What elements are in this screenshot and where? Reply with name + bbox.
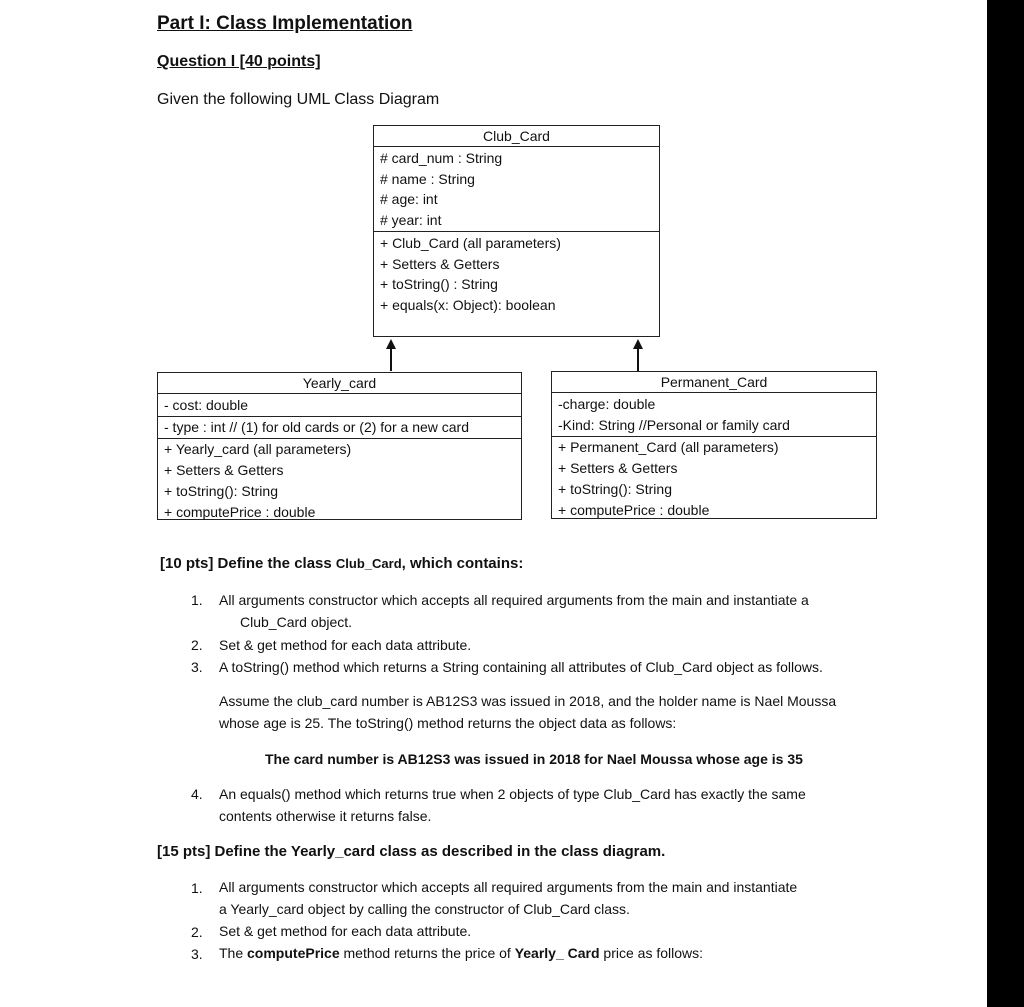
section-heading-club-card (160, 555, 523, 572)
uml-attributes (158, 394, 521, 439)
section-points: [10 pts] (160, 555, 214, 572)
uml-method: + toString() : String (380, 276, 498, 292)
list-number: 1. (191, 880, 203, 896)
tostring-example: The card number is AB12S3 was issued in 2018 for Nael Moussa whose age is 35 (265, 751, 803, 767)
list-item-text: The (219, 945, 248, 961)
uml-attributes (374, 147, 659, 232)
list-item-bold: computePrice (247, 945, 340, 961)
list-item-text: method returns the price of (339, 945, 515, 961)
uml-method: + Club_Card (all parameters) (380, 235, 561, 251)
section-heading-class: Club_Card (335, 556, 402, 571)
uml-class-name: Yearly_card (158, 373, 521, 394)
uml-methods (158, 439, 521, 524)
assumption-paragraph (219, 690, 836, 734)
list-number: 4. (191, 786, 203, 802)
section-heading-yearly-card: [15 pts] Define the Yearly_card class as described in the class diagram. (157, 843, 666, 860)
list-item-text: contents otherwise it returns false. (219, 808, 432, 824)
uml-class-yearly-card (157, 372, 522, 520)
uml-class-permanent-card (551, 371, 877, 519)
uml-attribute: # card_num : String (380, 150, 503, 166)
uml-method: + Yearly_card (all parameters) (164, 441, 352, 457)
list-item-text: Set & get method for each data attribute. (219, 923, 472, 939)
uml-method: + Permanent_Card (all parameters) (558, 439, 779, 455)
list-number: 3. (191, 659, 203, 675)
uml-attribute: # age: int (380, 191, 438, 207)
uml-method: + toString(): String (164, 483, 278, 499)
list-item (219, 942, 703, 964)
list-item-text: A toString() method which returns a String containing all attributes of Club_Card object as follows. (219, 659, 823, 675)
list-number: 2. (191, 924, 203, 940)
list-number: 2. (191, 637, 203, 653)
uml-method: + computePrice : double (164, 504, 316, 520)
uml-class-club-card (373, 125, 660, 337)
uml-attribute: -Kind: String //Personal or family card (558, 417, 790, 433)
uml-attribute: - type : int // (1) for old cards or (2) for a new card (158, 416, 521, 438)
list-number: 3. (191, 946, 203, 962)
paragraph-line: whose age is 25. The toString() method returns the object data as follows: (219, 715, 677, 731)
uml-attributes (552, 393, 876, 437)
uml-methods (552, 437, 876, 522)
list-item (219, 876, 797, 920)
arrow-permanent-to-club (633, 339, 643, 371)
list-item (219, 783, 806, 827)
uml-attribute: # name : String (380, 170, 475, 187)
uml-attribute: - cost: double (164, 397, 249, 413)
uml-class-name: Permanent_Card (552, 372, 876, 393)
list-item-text: All arguments constructor which accepts all required arguments from the main and instantiate a (219, 592, 809, 608)
list-item-text: An equals() method which returns true when 2 objects of type Club_Card has exactly the same (219, 786, 806, 802)
uml-attribute: # year: int (380, 211, 442, 228)
list-number: 1. (191, 592, 203, 608)
list-item-text: Club_Card object. (240, 614, 353, 630)
section-heading-text-end: , which contains: (401, 555, 524, 572)
page-title: Part I: Class Implementation (157, 13, 413, 34)
section-heading-text: Define the class (217, 555, 336, 572)
uml-attribute: -charge: double (558, 396, 656, 412)
list-item (219, 589, 809, 633)
uml-class-name: Club_Card (374, 126, 659, 147)
list-item-text: Set & get method for each data attribute. (219, 637, 472, 653)
uml-method: + equals(x: Object): boolean (380, 296, 556, 313)
uml-method: + toString(): String (558, 481, 672, 497)
arrow-yearly-to-club (386, 339, 396, 371)
uml-method: + computePrice : double (558, 502, 710, 518)
list-item-text: All arguments constructor which accepts all required arguments from the main and instantiate (219, 879, 798, 895)
question-heading: Question I [40 points] (157, 53, 321, 70)
paragraph-line: Assume the club_card number is AB12S3 was issued in 2018, and the holder name is Nael Moussa (219, 693, 837, 709)
list-item-text: price as follows: (599, 945, 704, 961)
uml-methods (374, 232, 659, 316)
uml-method: + Setters & Getters (380, 255, 500, 272)
list-item-text: a Yearly_card object by calling the constructor of Club_Card class. (219, 901, 630, 917)
list-item-bold: Yearly_ Card (514, 945, 600, 961)
uml-method: + Setters & Getters (164, 462, 284, 478)
uml-method: + Setters & Getters (558, 460, 678, 476)
intro-text: Given the following UML Class Diagram (157, 91, 440, 108)
